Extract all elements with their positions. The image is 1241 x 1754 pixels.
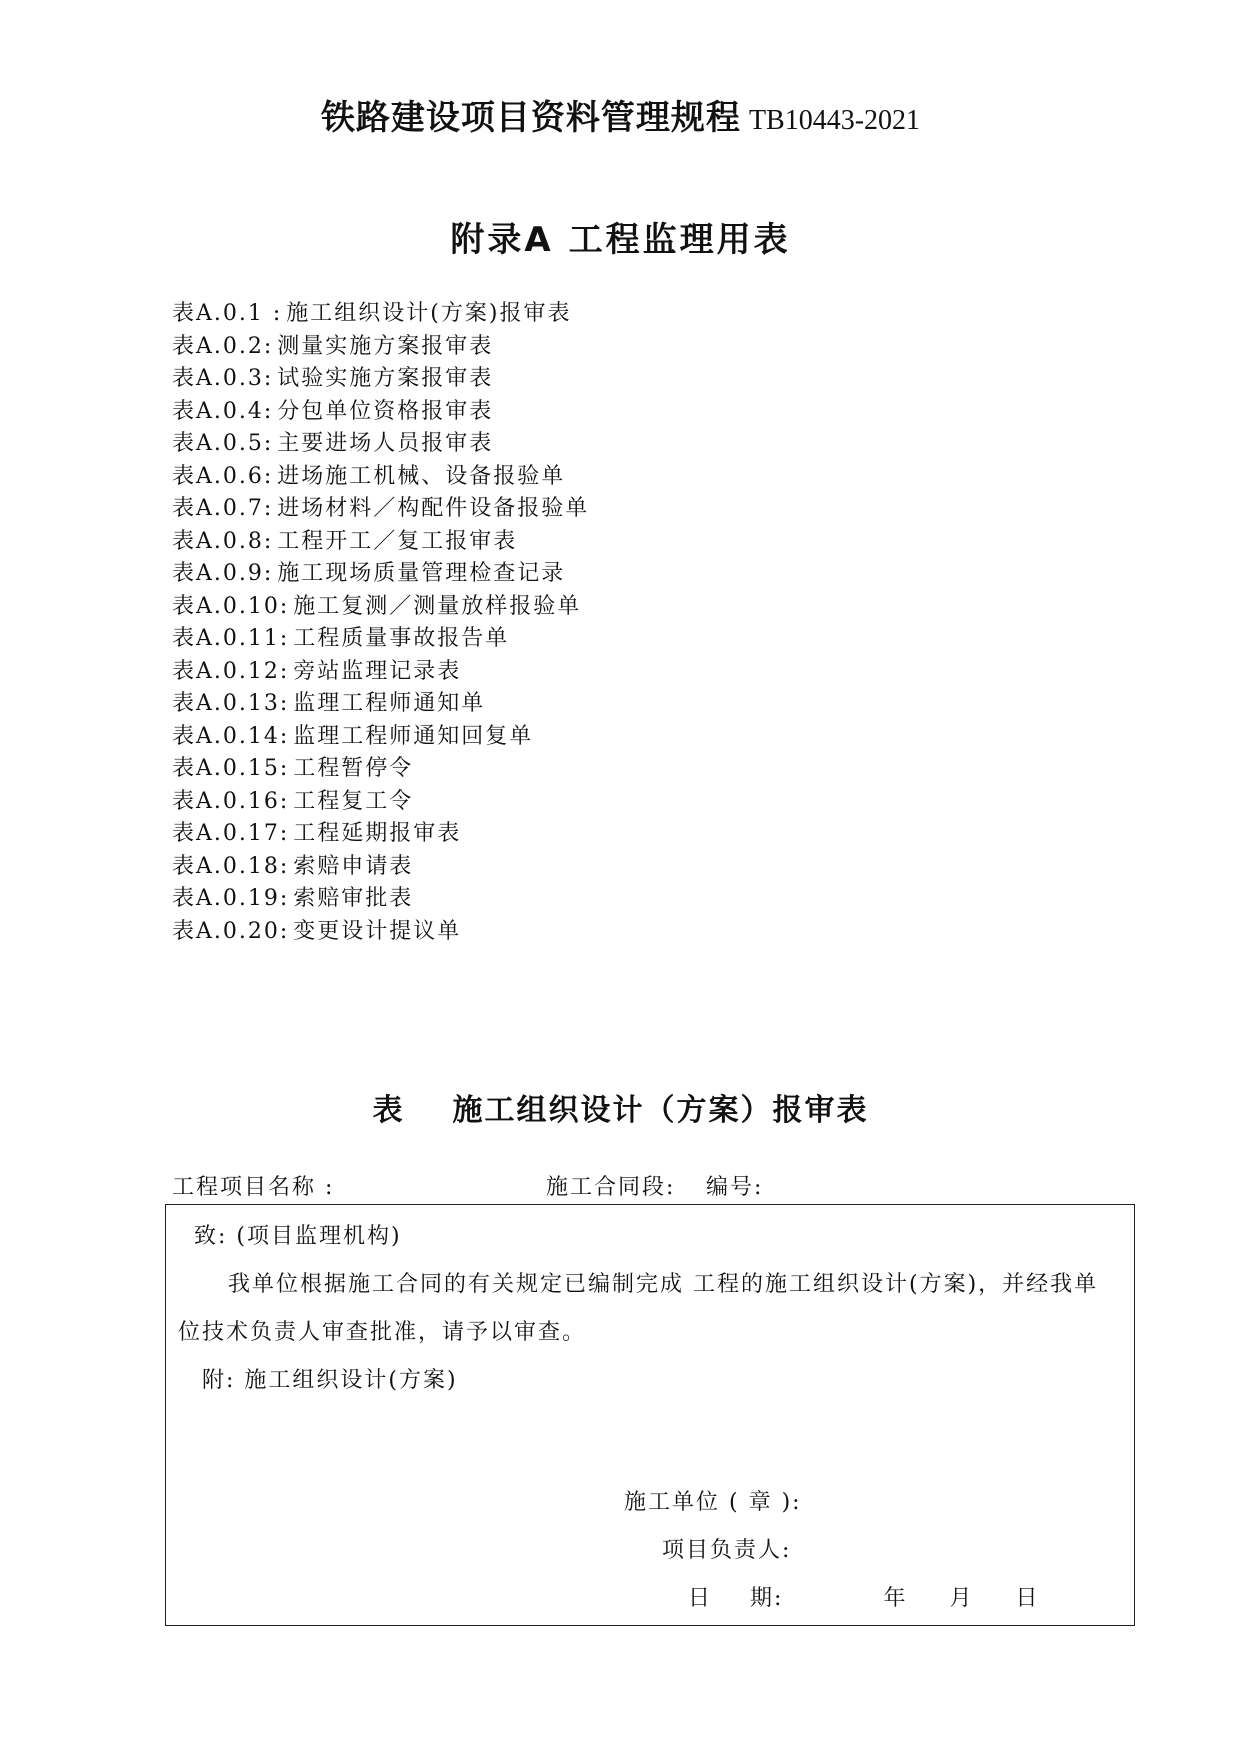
toc-item-name: 试验实施方案报审表 xyxy=(277,366,494,391)
toc-item-number: 表A.0.6: xyxy=(172,463,274,489)
date-label-part-1: 日 xyxy=(688,1586,713,1611)
toc-item-name: 旁站监理记录表 xyxy=(293,658,462,684)
toc-item xyxy=(172,526,589,559)
toc-item xyxy=(172,363,589,396)
form-title xyxy=(0,1085,1241,1129)
toc-item xyxy=(172,656,589,689)
addressee-line: 致: (项目监理机构) xyxy=(194,1224,402,1249)
toc-item-name: 工程开工／复工报审表 xyxy=(277,528,518,554)
form-title-prefix: 表 xyxy=(372,1093,405,1128)
toc-item xyxy=(172,818,589,851)
toc-item xyxy=(172,721,589,754)
toc-item-number: 表A.0.14: xyxy=(172,723,290,749)
toc-item-number: 表A.0.20: xyxy=(172,918,290,944)
toc-item-name: 索赔申请表 xyxy=(293,853,414,879)
body-text-line-2: 位技术负责人审查批准，请予以审查。 xyxy=(178,1320,587,1345)
toc-item xyxy=(172,461,589,494)
toc-item-number: 表A.0.5: xyxy=(172,431,274,456)
toc-item-number: 表A.0.15: xyxy=(172,756,290,781)
toc-item-name: 施工复测／测量放样报验单 xyxy=(293,593,582,619)
toc-item-number: 表A.0.13: xyxy=(172,691,290,716)
project-leader-label: 项目负责人: xyxy=(662,1538,792,1563)
date-year-label: 年 xyxy=(883,1586,908,1611)
toc-item xyxy=(172,428,589,461)
toc-item xyxy=(172,786,589,819)
toc-item-name: 测量实施方案报审表 xyxy=(277,333,494,359)
date-month-label: 月 xyxy=(949,1586,974,1611)
toc-item-number: 表A.0.3: xyxy=(172,366,274,391)
toc-item-number: 表A.0.12: xyxy=(172,658,290,684)
table-of-contents xyxy=(172,298,589,948)
appendix-title: 附录A 工程监理用表 xyxy=(450,220,791,260)
toc-item xyxy=(172,623,589,656)
toc-item-number: 表A.0.10: xyxy=(172,593,290,619)
construction-unit-label: 施工单位 ( 章 ): xyxy=(624,1490,802,1515)
toc-item-number: 表A.0.2: xyxy=(172,333,274,359)
project-name-label: 工程项目名称 : xyxy=(172,1175,335,1200)
toc-item xyxy=(172,753,589,786)
toc-item xyxy=(172,591,589,624)
toc-item-number: 表A.0.1 : xyxy=(172,301,283,326)
toc-item xyxy=(172,688,589,721)
toc-item-name: 监理工程师通知回复单 xyxy=(293,723,534,749)
toc-item-name: 变更设计提议单 xyxy=(293,918,462,944)
contract-section-label: 施工合同段: xyxy=(546,1175,676,1200)
form-number-label: 编号: xyxy=(706,1175,764,1200)
toc-item-number: 表A.0.9: xyxy=(172,561,274,586)
toc-item-number: 表A.0.7: xyxy=(172,496,274,521)
date-day-label: 日 xyxy=(1015,1586,1040,1611)
toc-item-name: 工程延期报审表 xyxy=(293,821,462,846)
toc-item xyxy=(172,493,589,526)
toc-item-name: 监理工程师通知单 xyxy=(293,691,486,716)
toc-item xyxy=(172,396,589,429)
toc-item xyxy=(172,916,589,949)
toc-item-number: 表A.0.18: xyxy=(172,853,290,879)
form-title-text: 施工组织设计（方案）报审表 xyxy=(452,1093,869,1128)
toc-item-number: 表A.0.16: xyxy=(172,788,290,814)
toc-item xyxy=(172,298,589,331)
form-body-box xyxy=(165,1204,1135,1626)
toc-item-name: 主要进场人员报审表 xyxy=(277,431,494,456)
toc-item-name: 施工组织设计(方案)报审表 xyxy=(286,301,572,326)
toc-item-number: 表A.0.19: xyxy=(172,886,290,911)
toc-item-name: 分包单位资格报审表 xyxy=(277,398,494,424)
body-text-line-1: 我单位根据施工合同的有关规定已编制完成 工程的施工组织设计(方案)，并经我单 xyxy=(228,1272,1099,1297)
toc-item xyxy=(172,331,589,364)
toc-item xyxy=(172,558,589,591)
document-title-text: 铁路建设项目资料管理规程 xyxy=(320,98,741,138)
toc-item-name: 施工现场质量管理检查记录 xyxy=(277,561,566,586)
toc-item-number: 表A.0.17: xyxy=(172,821,290,846)
toc-item-number: 表A.0.11: xyxy=(172,626,290,651)
toc-item-name: 进场施工机械、设备报验单 xyxy=(277,463,566,489)
toc-item-number: 表A.0.8: xyxy=(172,528,274,554)
date-line xyxy=(688,1581,1039,1612)
toc-item xyxy=(172,883,589,916)
attachment-line: 附: 施工组织设计(方案) xyxy=(202,1368,458,1393)
date-label-part-2: 期: xyxy=(750,1586,784,1611)
standard-code: TB10443-2021 xyxy=(748,105,921,136)
toc-item-name: 工程复工令 xyxy=(293,788,414,814)
document-title xyxy=(0,90,1241,139)
toc-item-name: 索赔审批表 xyxy=(293,886,414,911)
toc-item-name: 进场材料／构配件设备报验单 xyxy=(277,496,590,521)
toc-item xyxy=(172,851,589,884)
toc-item-name: 工程质量事故报告单 xyxy=(293,626,510,651)
toc-item-name: 工程暂停令 xyxy=(293,756,414,781)
toc-item-number: 表A.0.4: xyxy=(172,398,274,424)
